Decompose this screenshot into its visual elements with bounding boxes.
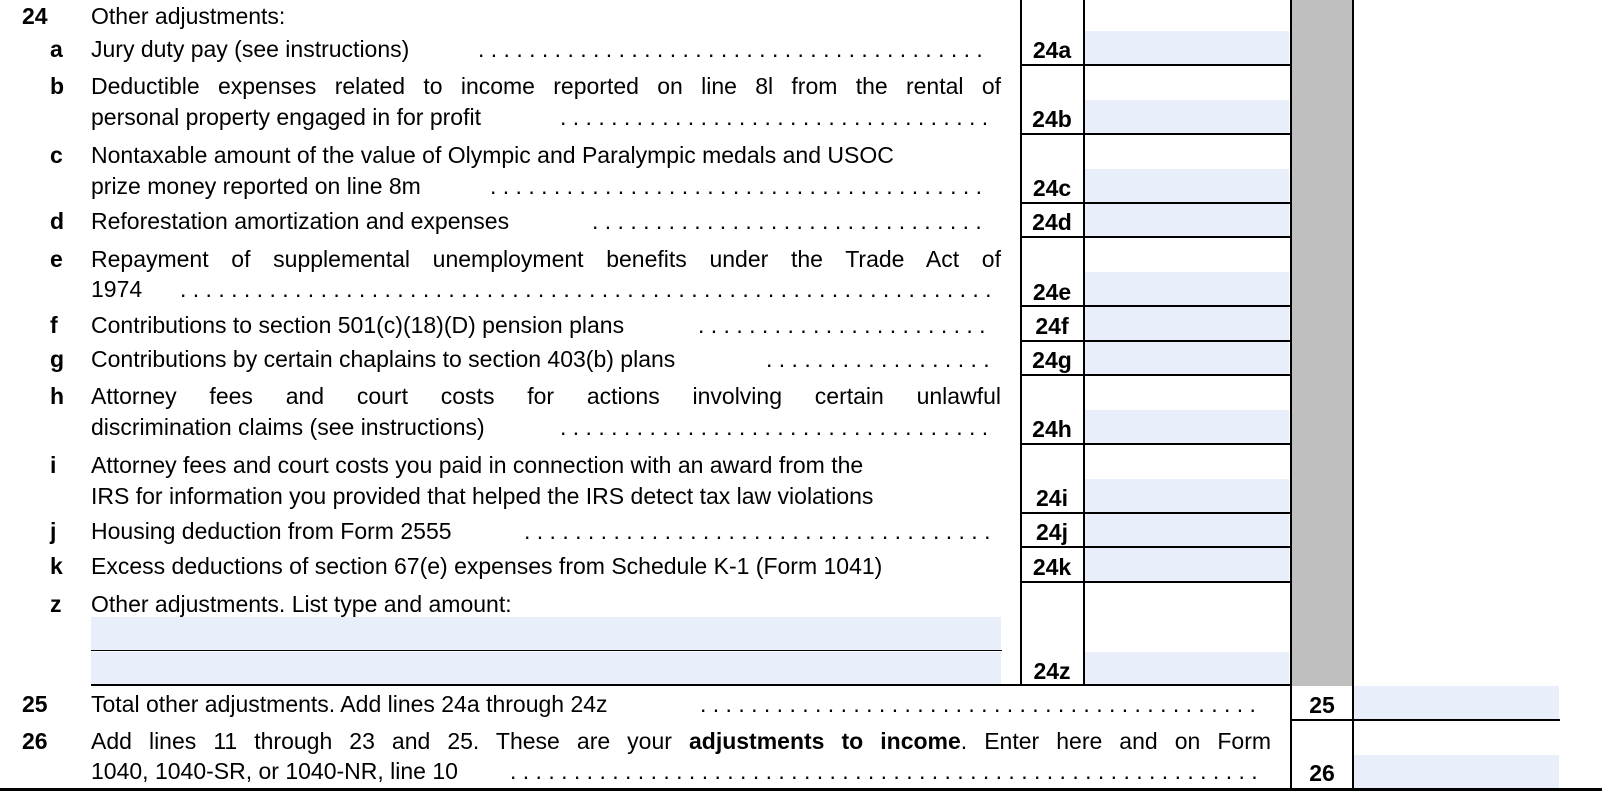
line-24-title: Other adjustments: bbox=[91, 3, 286, 29]
line-26-text-pre: Add lines 11 through 23 and 25. These are your bbox=[91, 728, 689, 754]
rule-bottom bbox=[0, 788, 1602, 791]
line-24z-amount[interactable] bbox=[1085, 652, 1289, 684]
dot-leader bbox=[524, 517, 990, 546]
line-24b-code: 24b bbox=[1032, 106, 1072, 132]
line-24f-letter: f bbox=[50, 312, 58, 338]
line-24a-letter: a bbox=[50, 36, 63, 62]
dot-leader bbox=[700, 690, 1260, 719]
line-24d-amount[interactable] bbox=[1085, 204, 1289, 236]
rule-h bbox=[1020, 64, 1291, 66]
line-24e-letter: e bbox=[50, 246, 63, 272]
dot-leader bbox=[560, 413, 990, 442]
line-26-number: 26 bbox=[22, 728, 48, 754]
line-24a-code: 24a bbox=[1032, 37, 1072, 63]
dot-leader bbox=[698, 311, 990, 340]
line-24h-text-2: discrimination claims (see instructions) bbox=[91, 414, 485, 440]
line-24z-letter: z bbox=[50, 591, 62, 617]
line-24g-text: Contributions by certain chaplains to section 403(b) plans bbox=[91, 346, 676, 372]
line-24j-code: 24j bbox=[1036, 519, 1068, 545]
line-24e-text-1: Repayment of supplemental unemployment benefits under the Trade Act of bbox=[91, 246, 1001, 272]
line-24b-amount[interactable] bbox=[1085, 100, 1289, 133]
line-24a-text: Jury duty pay (see instructions) bbox=[91, 36, 410, 62]
line-25-text: Total other adjustments. Add lines 24a through 24z bbox=[91, 691, 608, 717]
line-24g-code: 24g bbox=[1032, 347, 1072, 373]
dot-leader bbox=[180, 275, 990, 304]
line-24h-letter: h bbox=[50, 383, 65, 409]
line-24j-amount[interactable] bbox=[1085, 514, 1289, 546]
line-24c-text-1: Nontaxable amount of the value of Olympic and Paralympic medals and USOC bbox=[91, 142, 894, 168]
line-24c-code: 24c bbox=[1032, 175, 1072, 201]
line-24k-letter: k bbox=[50, 553, 63, 579]
shaded-column bbox=[1291, 0, 1352, 686]
dot-leader bbox=[478, 35, 990, 64]
line-26-text-1 bbox=[91, 727, 1271, 756]
rule-h bbox=[1020, 374, 1291, 376]
rule-h bbox=[1290, 719, 1560, 721]
line-24i-code: 24i bbox=[1036, 485, 1068, 511]
line-24b-letter: b bbox=[50, 73, 65, 99]
line-24e-amount[interactable] bbox=[1085, 272, 1289, 305]
line-25-number: 25 bbox=[22, 691, 48, 717]
line-24z-code: 24z bbox=[1033, 658, 1071, 684]
line-24c-amount[interactable] bbox=[1085, 169, 1289, 202]
line-24z-text: Other adjustments. List type and amount: bbox=[91, 591, 512, 617]
rule-v-codes-left bbox=[1020, 0, 1022, 686]
line-24k-text: Excess deductions of section 67(e) expenses from Schedule K-1 (Form 1041) bbox=[91, 553, 883, 579]
dot-leader bbox=[592, 207, 990, 236]
line-24d-letter: d bbox=[50, 208, 65, 234]
rule-h bbox=[1020, 133, 1291, 135]
rule-h bbox=[91, 684, 1291, 686]
rule-h bbox=[1020, 443, 1291, 445]
line-24i-letter: i bbox=[50, 452, 57, 478]
line-26-text-2: 1040, 1040-SR, or 1040-NR, line 10 bbox=[91, 758, 458, 784]
line-24h-amount[interactable] bbox=[1085, 410, 1289, 443]
line-24b-text-2: personal property engaged in for profit bbox=[91, 104, 481, 130]
line-24d-code: 24d bbox=[1032, 209, 1072, 235]
line-24j-text: Housing deduction from Form 2555 bbox=[91, 518, 452, 544]
line-26-code: 26 bbox=[1309, 760, 1335, 786]
line-24j-letter: j bbox=[50, 518, 57, 544]
line-24k-amount[interactable] bbox=[1085, 548, 1289, 581]
rule-v-shade-right bbox=[1352, 0, 1354, 790]
line-24h-text-1: Attorney fees and court costs for actions involving certain unlawful bbox=[91, 383, 1001, 409]
dot-leader bbox=[490, 172, 990, 201]
line-24a-amount[interactable] bbox=[1085, 31, 1289, 64]
line-24e-text-2: 1974 bbox=[91, 276, 143, 302]
line-26-amount[interactable] bbox=[1354, 755, 1559, 788]
line-24i-text-2: IRS for information you provided that helped the IRS detect tax law violations bbox=[91, 483, 874, 509]
line-25-amount[interactable] bbox=[1354, 686, 1559, 719]
line-24b-text-1: Deductible expenses related to income reported on line 8l from the rental of bbox=[91, 73, 1001, 99]
line-24i-amount[interactable] bbox=[1085, 479, 1289, 512]
rule-h bbox=[91, 650, 1002, 651]
line-26-text-bold: adjustments to income bbox=[688, 728, 961, 754]
line-24z-type-field-2[interactable] bbox=[91, 652, 1001, 684]
dot-leader bbox=[766, 345, 990, 374]
line-24d-text: Reforestation amortization and expenses bbox=[91, 208, 510, 234]
line-24c-text-2: prize money reported on line 8m bbox=[91, 173, 421, 199]
line-24e-code: 24e bbox=[1032, 279, 1072, 305]
line-24g-letter: g bbox=[50, 346, 65, 372]
line-24c-letter: c bbox=[50, 142, 63, 168]
line-24i-text-1: Attorney fees and court costs you paid in connection with an award from the bbox=[91, 452, 864, 478]
rule-h bbox=[1020, 236, 1291, 238]
line-25-code: 25 bbox=[1309, 692, 1335, 718]
line-24f-amount[interactable] bbox=[1085, 307, 1289, 340]
dot-leader bbox=[510, 757, 1262, 786]
line-24g-amount[interactable] bbox=[1085, 342, 1289, 374]
line-26-text-post: . Enter here and on Form bbox=[960, 728, 1272, 754]
rule-v-shade-left bbox=[1290, 0, 1292, 790]
line-24f-text: Contributions to section 501(c)(18)(D) pension plans bbox=[91, 312, 625, 338]
line-24z-type-field-1[interactable] bbox=[91, 617, 1001, 650]
line-24f-code: 24f bbox=[1035, 313, 1069, 339]
line-24-number: 24 bbox=[22, 3, 48, 29]
rule-h bbox=[1020, 581, 1291, 583]
dot-leader bbox=[560, 103, 990, 132]
line-24k-code: 24k bbox=[1032, 554, 1072, 580]
line-24h-code: 24h bbox=[1032, 416, 1072, 442]
